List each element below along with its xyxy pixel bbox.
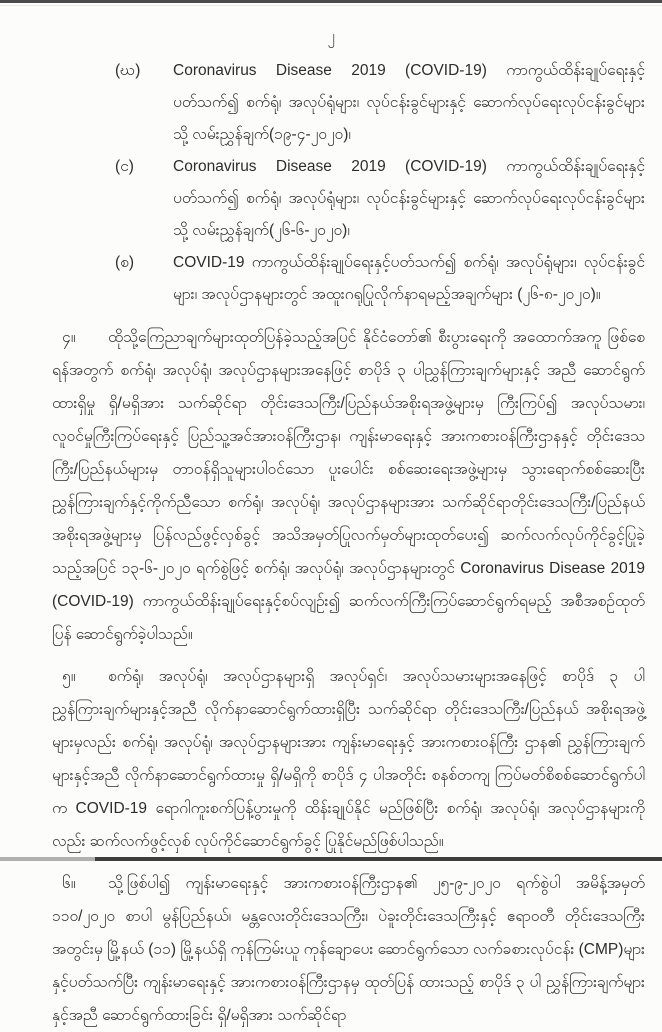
list-item-label: (စ)	[115, 254, 135, 271]
scan-top-border	[0, 0, 662, 3]
paragraph-6	[52, 867, 645, 1032]
list-item	[115, 151, 645, 247]
list-item-label: (ဃ)	[115, 62, 141, 79]
scan-bottom-border	[0, 857, 662, 861]
scan-top-border-faint	[0, 5, 662, 6]
page-number: ၂	[327, 28, 335, 45]
paragraph-text: စက်ရုံ၊ အလုပ်ရုံ၊ အလုပ်ဌာနများရှိ အလုပ်ရှင်၊ အလုပ်သမားများအနေဖြင့် စာပိုဒ် ၃ ပါ ညွှန်ကြားချက်များနှင့်အညီ လိုက်နာဆောင်ရွက်ထားရှိပြီး သက်ဆိုင်ရာ တိုင်းဒေသကြီး/ပြည်နယ် အစိုးရအဖွဲ့များမှလည်း စက်ရုံ၊ အလုပ်ရုံ၊ အလုပ်ဌာနများအား ကျန်းမာရေးနှင့် အားကစားဝန်ကြီး ဌာန၏ ညွှန်ကြားချက်များနှင့်အညီ လိုက်နာဆောင်ရွက်ထားမှု ရှိ/မရှိကို စာပိုဒ် ၄ ပါအတိုင်း စနစ်တကျ ကြပ်မတ်စိစစ်ဆောင်ရွက်ပါက COVID-19 ရောဂါကူးစက်ပြန့်ပွားမှုကို ထိန်းချုပ်နိုင် မည်ဖြစ်ပြီး စက်ရုံ၊ အလုပ်ရုံ၊ အလုပ်ဌာနများကိုလည်း ဆက်လက်ဖွင့်လှစ် လုပ်ကိုင်ဆောင်ရွက်ခွင့် ပြုနိုင်မည်ဖြစ်ပါသည်။	[52, 668, 645, 850]
paragraph-number: ၅။	[62, 668, 76, 685]
paragraph-text: သို့ဖြစ်ပါ၍ ကျန်းမာရေးနှင့် အားကစားဝန်ကြီးဌာန၏ ၂၅-၉-၂၀၂၀ ရက်စွဲပါ အမိန့်အမှတ် ၁၁၀/၂၀၂၀ စာပါ မွန်ပြည်နယ်၊ မန္တလေးတိုင်းဒေသကြီး၊ ပဲခူးတိုင်းဒေသကြီးနှင့် ဧရာဝတီ တိုင်းဒေသကြီးအတွင်းမှ မြို့နယ် (၁၁) မြို့နယ်ရှိ ကုန်ကြမ်းယူ ကုန်ချောပေး ဆောင်ရွက်သော လက်ခစားလုပ်ငန်း (CMP)များနှင့်ပတ်သက်ပြီး ကျန်းမာရေးနှင့် အားကစားဝန်ကြီးဌာနမှ ထုတ်ပြန် ထားသည့် စာပိုဒ် ၃ ပါ ညွှန်ကြားချက်များနှင့်အညီ ဆောင်ရွက်ထားခြင်း ရှိ/မရှိအား သက်ဆိုင်ရာ	[52, 875, 645, 1024]
paragraph-4	[52, 321, 645, 651]
paragraph-5	[52, 660, 645, 858]
document-body	[52, 321, 645, 1032]
list-item	[115, 55, 645, 151]
list-item-text: COVID-19 ကာကွယ်ထိန်းချုပ်ရေးနှင့်ပတ်သက်၍ စက်ရုံ၊ အလုပ်ရုံများ၊ လုပ်ငန်းခွင် များ၊ အလုပ်ဌာနများတွင် အထူးဂရုပြုလိုက်နာရမည့်အချက်များ (၂၆-၈-၂၀၂၀)။	[173, 254, 645, 303]
paragraph-number: ၄။	[62, 329, 76, 346]
paragraph-text: ထိုသို့ကြေညာချက်များထုတ်ပြန်ခဲ့သည့်အပြင် နိုင်ငံတော်၏ စီးပွားရေးကို အထောက်အကူ ဖြစ်စေရန်အတွက် စက်ရုံ၊ အလုပ်ရုံ၊ အလုပ်ဌာနများအနေဖြင့် စာပိုဒ် ၃ ပါညွှန်ကြားချက်များနှင့် အညီ ဆောင်ရွက်ထားရှိမှု ရှိ/မရှိအား သက်ဆိုင်ရာ တိုင်းဒေသကြီး/ပြည်နယ်အစိုးရအဖွဲ့များမှ ကြီးကြပ်၍ အလုပ်သမား၊ လူဝင်မှုကြီးကြပ်ရေးနှင့် ပြည်သူ့အင်အားဝန်ကြီးဌာန၊ ကျန်းမာရေးနှင့် အားကစားဝန်ကြီးဌာနနှင့် တိုင်းဒေသကြီး/ပြည်နယ်များမှ တာဝန်ရှိသူများပါဝင်သော ပူးပေါင်း စစ်ဆေးရေးအဖွဲ့များမှ သွားရောက်စစ်ဆေးပြီး ညွှန်ကြားချက်နှင့်ကိုက်ညီသော စက်ရုံ၊ အလုပ်ရုံ၊ အလုပ်ဌာနများအား သက်ဆိုင်ရာတိုင်းဒေသကြီး/ပြည်နယ်အစိုးရအဖွဲ့များမှ ပြန်လည်ဖွင့်လှစ်ခွင့် အသိအမှတ်ပြုလက်မှတ်များထုတ်ပေး၍ ဆက်လက်လုပ်ကိုင်ခွင့်ပြုခဲ့သည့်အပြင် ၁၃-၆-၂၀၂၀ ရက်စွဲဖြင့် စက်ရုံ၊ အလုပ်ရုံ၊ အလုပ်ဌာနများတွင် Coronavirus Disease 2019 (COVID-19) ကာကွယ်ထိန်းချုပ်ရေးနှင့်စပ်လျဉ်း၍ ဆက်လက်ကြီးကြပ်ဆောင်ရွက်ရမည့် အစီအစဉ်ထုတ်ပြန် ဆောင်ရွက်ခဲ့ပါသည်။	[52, 329, 645, 643]
list-item-label: (င)	[115, 158, 134, 175]
list-item-text: Coronavirus Disease 2019 (COVID-19) ကာကွယ်ထိန်းချုပ်ရေးနှင့်ပတ်သက်၍ စက်ရုံ၊ အလုပ်ရုံများ၊ လုပ်ငန်းခွင်များနှင့် ဆောက်လုပ်ရေးလုပ်ငန်းခွင်များသို့ လမ်းညွှန်ချက်(၁၉-၄-၂၀၂၀)၊	[173, 62, 645, 143]
list-item	[115, 247, 645, 311]
paragraph-number: ၆။	[62, 875, 76, 892]
list-item-text: Coronavirus Disease 2019 (COVID-19) ကာကွယ်ထိန်းချုပ်ရေးနှင့်ပတ်သက်၍ စက်ရုံ၊ အလုပ်ရုံများ၊ လုပ်ငန်းခွင်များနှင့် ဆောက်လုပ်ရေးလုပ်ငန်းခွင်များသို့ လမ်းညွှန်ချက်(၂၆-၆-၂၀၂၀)၊	[173, 158, 645, 239]
directive-list	[115, 55, 645, 311]
scan-bottom-border-light-segment	[0, 857, 95, 861]
